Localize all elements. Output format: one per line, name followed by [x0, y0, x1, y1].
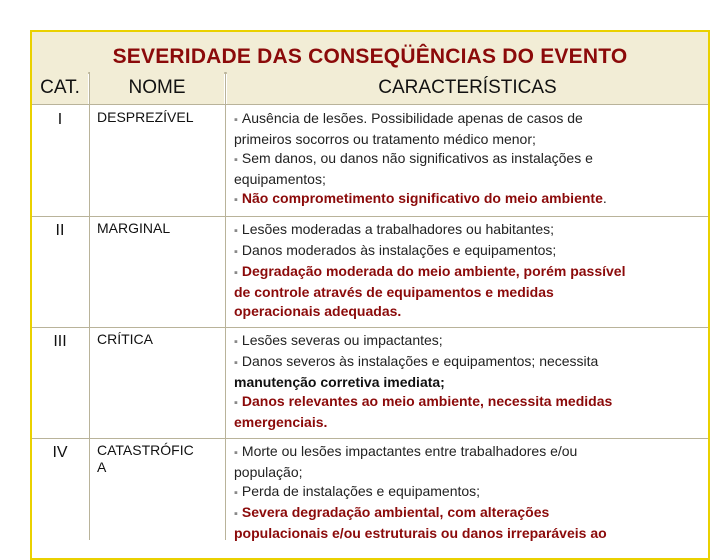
- bullet-icon: ▪: [234, 397, 238, 409]
- text-line: Severa degradação ambiental, com alterações: [241, 504, 550, 520]
- header-nome: NOME: [90, 72, 224, 105]
- text-line: manutenção corretiva imediata;: [234, 374, 445, 390]
- name-cell: [97, 442, 219, 476]
- category-cell: II: [55, 222, 65, 239]
- text-line: .: [602, 190, 607, 206]
- text-line: Danos relevantes ao meio ambiente, necessita medidas: [241, 393, 613, 409]
- text-line: populacionais e/ou estruturais ou danos irreparáveis ao: [234, 525, 607, 541]
- bullet-icon: ▪: [234, 336, 238, 348]
- row-divider: [32, 216, 708, 217]
- name-line: CATASTRÓFIC: [97, 442, 194, 458]
- category-cell: III: [53, 333, 67, 350]
- name-line: A: [97, 459, 107, 475]
- text-line: equipamentos;: [234, 171, 326, 187]
- bullet-icon: ▪: [234, 357, 238, 369]
- text-line: Morte ou lesões impactantes entre trabalhadores e/ou: [241, 443, 578, 459]
- text-line: Lesões moderadas a trabalhadores ou habitantes;: [241, 221, 555, 237]
- name-cell: DESPREZÍVEL: [97, 109, 194, 125]
- text-line: Lesões severas ou impactantes;: [241, 332, 443, 348]
- row-divider: [32, 327, 708, 328]
- text-line: Degradação moderada do meio ambiente, porém passível: [241, 263, 626, 279]
- characteristics-cell: [234, 220, 698, 321]
- characteristics-cell: [234, 331, 698, 432]
- page-title: SEVERIDADE DAS CONSEQÜÊNCIAS DO EVENTO: [32, 32, 708, 74]
- name-cell: MARGINAL: [97, 220, 171, 236]
- column-divider: [225, 72, 226, 540]
- text-line: Perda de instalações e equipamentos;: [241, 483, 481, 499]
- bullet-icon: ▪: [234, 267, 238, 279]
- text-line: Danos moderados às instalações e equipamentos;: [241, 242, 557, 258]
- bullet-icon: ▪: [234, 114, 238, 126]
- text-line: Não comprometimento significativo do meio ambiente: [241, 190, 603, 206]
- row-divider: [32, 104, 708, 105]
- header-cat: CAT.: [32, 72, 88, 105]
- bullet-icon: ▪: [234, 447, 238, 459]
- name-cell: CRÍTICA: [97, 331, 153, 347]
- text-line: população;: [234, 464, 303, 480]
- bullet-icon: ▪: [234, 225, 238, 237]
- column-divider: [89, 72, 90, 540]
- text-line: emergenciais.: [234, 414, 328, 430]
- header-caracteristicas: CARACTERÍSTICAS: [227, 72, 708, 105]
- text-line: de controle através de equipamentos e medidas: [234, 284, 554, 300]
- text-line: Danos severos às instalações e equipamentos; necessita: [241, 353, 599, 369]
- bullet-icon: ▪: [234, 246, 238, 258]
- characteristics-cell: [234, 442, 698, 543]
- bullet-icon: ▪: [234, 154, 238, 166]
- bullet-icon: ▪: [234, 194, 238, 206]
- characteristics-cell: [234, 109, 698, 210]
- category-cell: I: [57, 111, 63, 128]
- text-line: Ausência de lesões. Possibilidade apenas de casos de: [241, 110, 583, 126]
- text-line: primeiros socorros ou tratamento médico menor;: [234, 131, 536, 147]
- row-divider: [32, 438, 708, 439]
- text-line: Sem danos, ou danos não significativos as instalações e: [241, 150, 593, 166]
- bullet-icon: ▪: [234, 487, 238, 499]
- category-cell: IV: [52, 444, 68, 461]
- bullet-icon: ▪: [234, 508, 238, 520]
- text-line: operacionais adequadas.: [234, 303, 402, 319]
